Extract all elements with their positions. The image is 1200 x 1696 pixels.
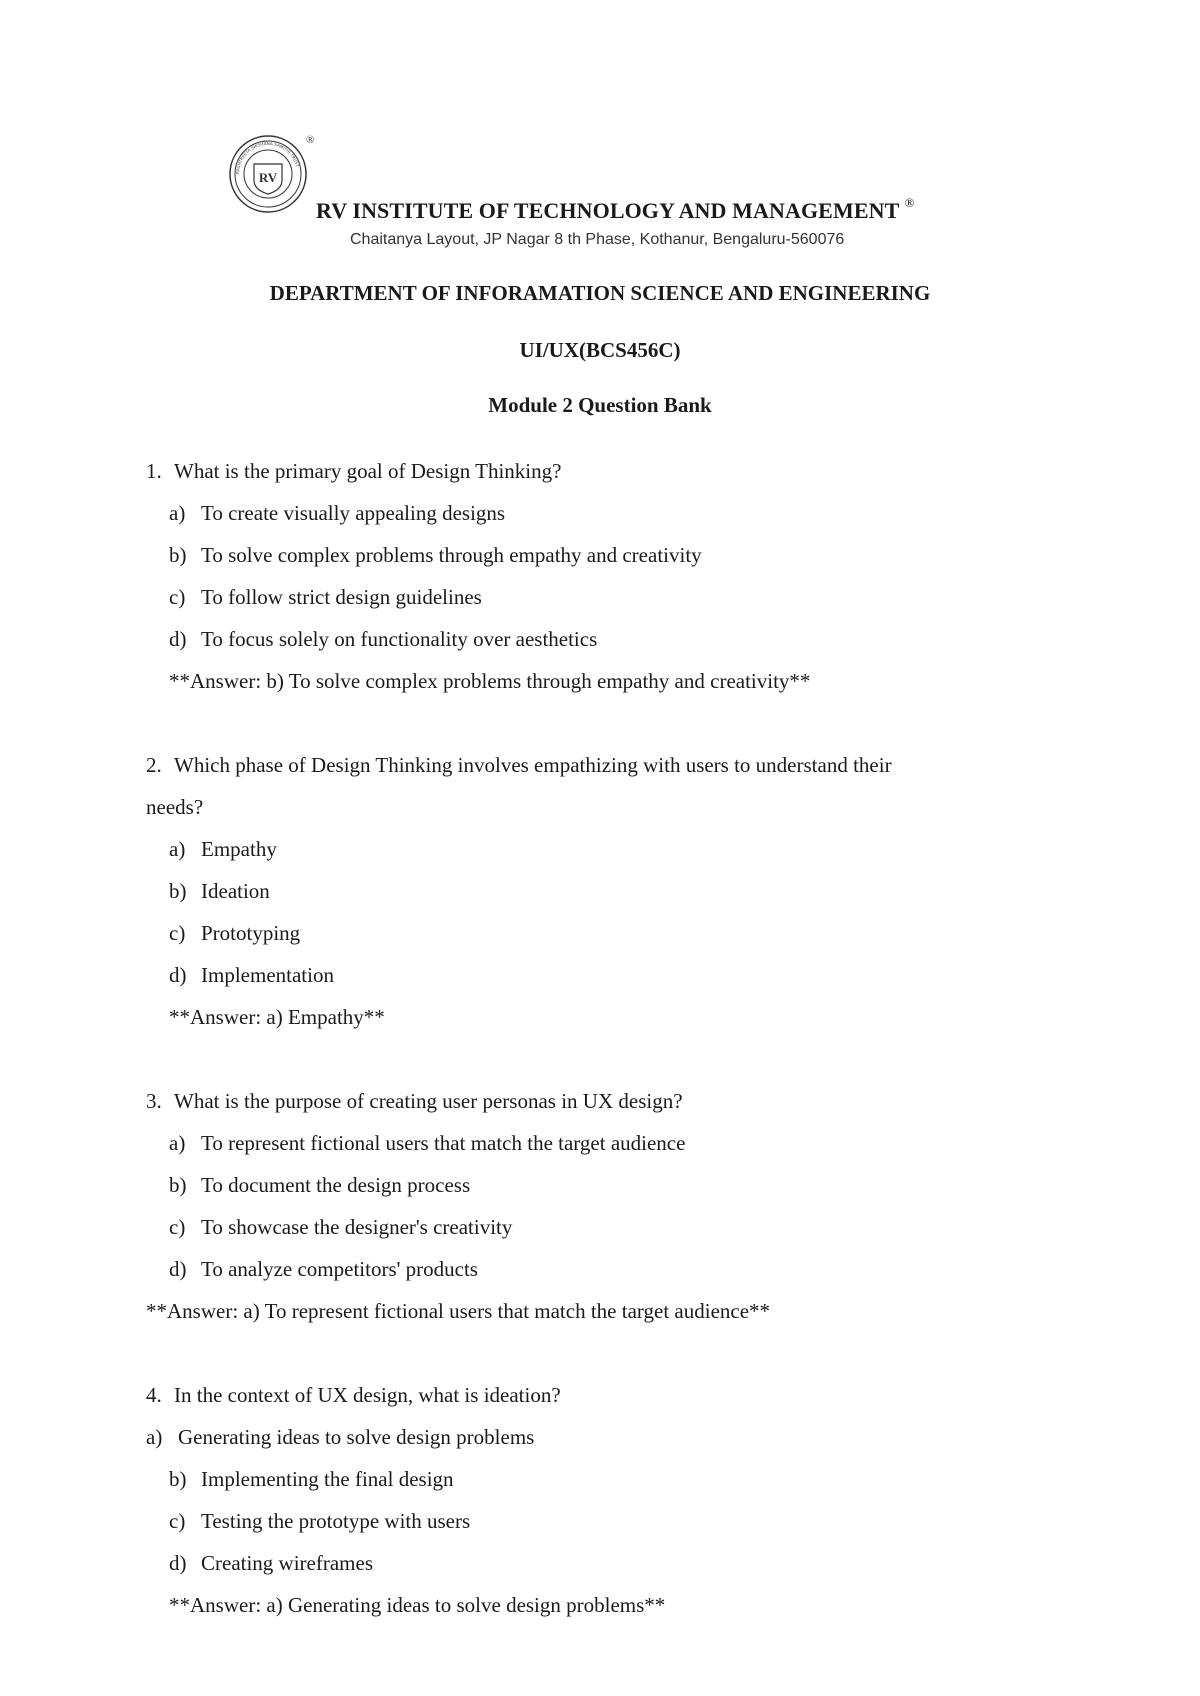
question-2-continuation: needs? [146,795,204,819]
option-2d: d) Implementation [169,963,334,987]
option-4a: a) Generating ideas to solve design problems [146,1425,535,1449]
question-number: 1. [146,459,162,483]
option-3a: a) To represent fictional users that match the target audience [169,1131,686,1155]
question-text: Which phase of Design Thinking involves empathizing with users to understand their [174,753,892,777]
institute-logo [228,134,308,214]
institute-name-text: RV INSTITUTE OF TECHNOLOGY AND MANAGEMENT [316,198,899,223]
question-number: 2. [146,753,162,777]
answer-1: **Answer: b) To solve complex problems through empathy and creativity** [169,669,811,693]
answer-4: **Answer: a) Generating ideas to solve design problems** [169,1593,666,1617]
question-text: What is the primary goal of Design Thinking? [174,459,562,483]
logo-letters: RV [258,170,278,185]
option-1d: d) To focus solely on functionality over aesthetics [169,627,598,651]
question-4 [146,1382,561,1408]
option-3d: d) To analyze competitors' products [169,1257,478,1281]
option-2a: a) Empathy [169,837,277,861]
question-text: In the context of UX design, what is ideation? [174,1383,561,1407]
option-1c: c) To follow strict design guidelines [169,585,482,609]
question-1 [146,458,561,484]
option-1b: b) To solve complex problems through empathy and creativity [169,543,702,567]
registered-mark: ® [904,195,915,210]
option-1a: a) To create visually appealing designs [169,501,506,525]
question-number: 3. [146,1089,162,1113]
logo-seal-icon [228,134,308,214]
question-number: 4. [146,1383,162,1407]
option-3b: b) To document the design process [169,1173,471,1197]
option-4b: b) Implementing the final design [169,1467,454,1491]
option-2b: b) Ideation [169,879,270,903]
module-title: Module 2 Question Bank [488,393,712,417]
logo-ring-text: RASHTREEYA SIKSHANA SAMITHI TRUST [234,140,301,175]
question-3 [146,1088,683,1114]
logo-registered-mark: ® [306,134,315,146]
institute-name [316,195,915,224]
option-3c: c) To showcase the designer's creativity [169,1215,513,1239]
question-text: What is the purpose of creating user personas in UX design? [174,1089,683,1113]
course-code: UI/UX(BCS456C) [519,338,681,362]
option-2c: c) Prototyping [169,921,301,945]
institute-address: Chaitanya Layout, JP Nagar 8 th Phase, Kothanur, Bengaluru-560076 [350,231,845,248]
question-2 [146,752,892,778]
answer-2: **Answer: a) Empathy** [169,1005,385,1029]
department-title: DEPARTMENT OF INFORAMATION SCIENCE AND ENGINEERING [269,281,931,305]
option-4c: c) Testing the prototype with users [169,1509,471,1533]
answer-3: **Answer: a) To represent fictional users that match the target audience** [146,1299,771,1323]
option-4d: d) Creating wireframes [169,1551,374,1575]
